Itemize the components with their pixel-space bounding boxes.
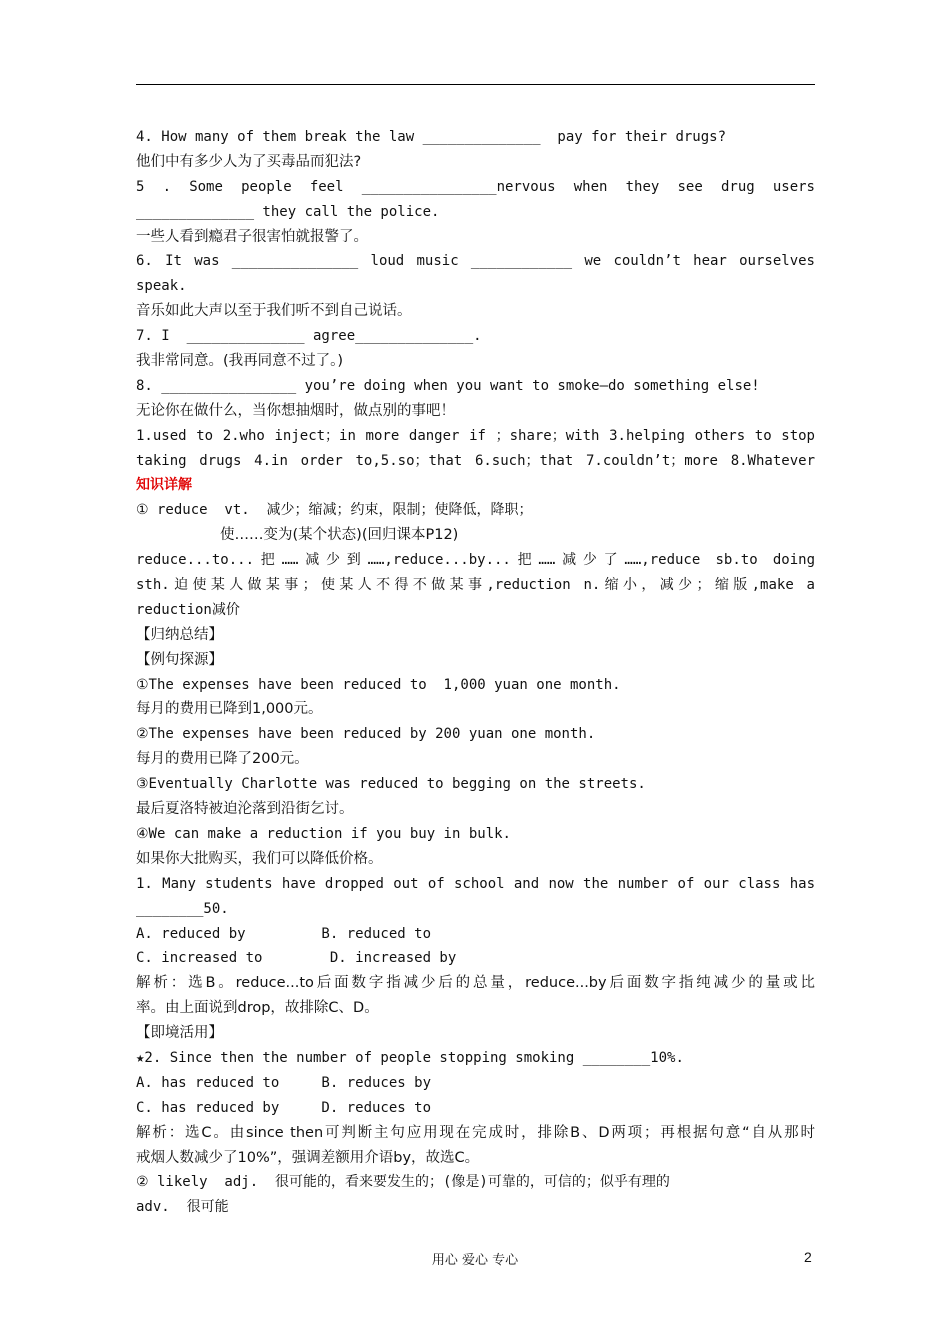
text-line: 解析：选C。由since then可判断主句应用现在完成时，排除B、D两项；再根据句意“自从那时 <box>136 1124 815 1141</box>
page-number: 2 <box>804 1249 812 1265</box>
text-line: 每月的费用已降了200元。 <box>136 751 309 768</box>
text-line: 音乐如此大声以至于我们听不到自己说话。 <box>136 303 412 320</box>
text-line: 【归纳总结】 <box>136 626 223 643</box>
text-line: C. increased to D. increased by <box>136 950 457 967</box>
text-line: 7. I ______________ agree______________. <box>136 328 482 345</box>
page-footer <box>0 1249 950 1269</box>
header-rule <box>136 84 815 85</box>
text-line: 1. Many students have dropped out of school and now the number of our class has <box>136 875 815 892</box>
text-line: ④We can make a reduction if you buy in bulk. <box>136 825 511 842</box>
text-line: 【即境活用】 <box>136 1025 223 1042</box>
text-line: 使……变为(某个状态)(回归课本P12) <box>220 527 459 544</box>
text-line: 【例句探源】 <box>136 651 223 668</box>
text-line: 率。由上面说到drop，故排除C、D。 <box>136 1000 379 1017</box>
text-line: A. has reduced to B. reduces by <box>136 1074 432 1091</box>
text-line: ②The expenses have been reduced by 200 yuan one month. <box>136 726 596 743</box>
text-line: ______________ they call the police. <box>136 203 440 220</box>
text-line: 1.used to 2.who inject；in more danger if ；share；with 3.helping others to stop <box>136 427 815 444</box>
text-line: 戒烟人数减少了10%”，强调差额用介语by，故选C。 <box>136 1149 480 1166</box>
text-line: 如果你大批购买，我们可以降低价格。 <box>136 850 383 867</box>
text-line: sth.迫使某人做某事；使某人不得不做某事,reduction n.缩小，减少；缩版,make a <box>136 577 815 594</box>
text-line: taking drugs 4.in order to,5.so；that 6.such；that 7.couldn’t；more 8.Whatever <box>136 452 815 469</box>
text-line: reduce...to...把……减少到……,reduce...by...把……减少了……,reduce sb.to doing <box>136 552 815 569</box>
text-line: 6. It was _______________ loud music ____________ we couldn’t hear ourselves <box>136 253 815 270</box>
text-line: reduction减价 <box>136 601 240 618</box>
text-line: ________50. <box>136 900 229 917</box>
text-line: 8. ________________ you’re doing when you want to smoke—do something else! <box>136 377 760 394</box>
text-line: 最后夏洛特被迫沦落到沿街乞讨。 <box>136 801 354 818</box>
text-line: 解析：选B。reduce...to后面数字指减少后的总量，reduce...by后面数字指纯减少的量或比 <box>136 975 815 992</box>
section-heading: 知识详解 <box>136 477 192 494</box>
text-line: 他们中有多少人为了买毒品而犯法? <box>136 153 362 170</box>
text-line: speak. <box>136 278 187 295</box>
text-line: ① reduce vt. 减少；缩减；约束，限制；使降低，降职； <box>136 502 533 519</box>
text-line: ★2. Since then the number of people stopping smoking ________10%. <box>136 1049 684 1066</box>
text-line: adv. 很可能 <box>136 1199 229 1216</box>
text-line: 5 . Some people feel ________________nervous when they see drug users <box>136 178 815 195</box>
footer-motto: 用心 爱心 专心 <box>431 1253 519 1268</box>
text-line: ③Eventually Charlotte was reduced to begging on the streets. <box>136 776 646 793</box>
text-line: 无论你在做什么，当你想抽烟时，做点别的事吧！ <box>136 402 455 419</box>
text-line: 一些人看到瘾君子很害怕就报警了。 <box>136 228 368 245</box>
document-body <box>136 125 815 1220</box>
text-line: C. has reduced by D. reduces to <box>136 1099 432 1116</box>
text-line: 4. How many of them break the law ______________ pay for their drugs? <box>136 129 727 145</box>
text-line: ①The expenses have been reduced to 1,000 yuan one month. <box>136 676 621 693</box>
text-line: ② likely adj. 很可能的，看来要发生的；(像是)可靠的，可信的；似乎有理的 <box>136 1174 670 1191</box>
text-line: A. reduced by B. reduced to <box>136 925 432 942</box>
text-line: 我非常同意。(我再同意不过了。) <box>136 353 344 370</box>
text-line: 每月的费用已降到1,000元。 <box>136 701 323 718</box>
